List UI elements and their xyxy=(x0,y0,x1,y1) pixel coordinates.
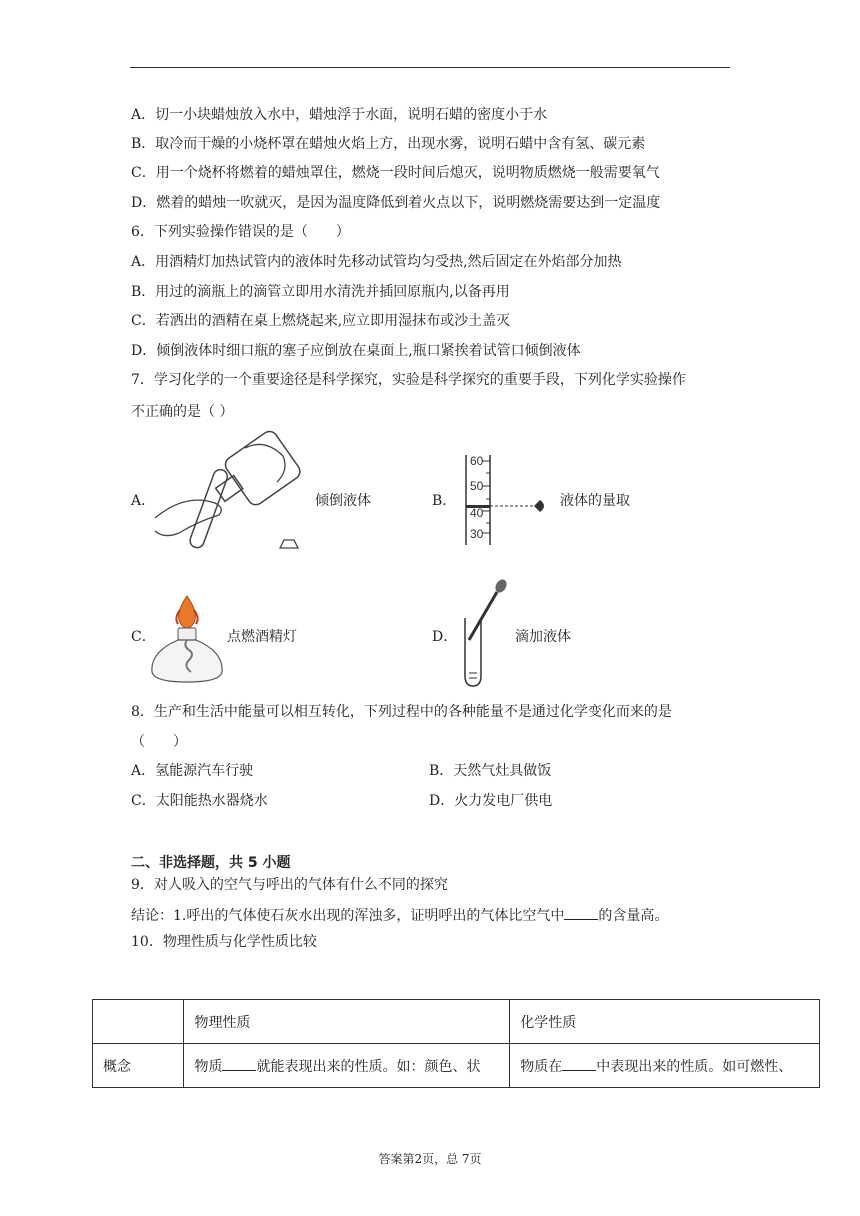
q8-option-a: A．氢能源汽车行驶 xyxy=(131,763,254,779)
q6-option-b: B．用过的滴瓶上的滴管立即用水清洗并插回原瓶内,以备再用 xyxy=(131,284,510,300)
answer-blank xyxy=(562,1056,596,1071)
q7-stem-line1: 7．学习化学的一个重要途径是科学探究，实验是科学探究的重要手段，下列化学实验操作 xyxy=(131,372,686,388)
q7-stem-line2: 不正确的是（ ） xyxy=(131,404,234,420)
q5-option-c: C．用一个烧杯将燃着的蜡烛罩住，燃烧一段时间后熄灭，说明物质燃烧一般需要氧气 xyxy=(131,165,660,181)
q7-option-b-caption: 液体的量取 xyxy=(560,493,630,509)
physical-after: 就能表现出来的性质。如：颜色、状 xyxy=(256,1058,481,1075)
table-cell-physical xyxy=(184,1044,510,1088)
q7-option-c-caption: 点燃酒精灯 xyxy=(227,629,297,645)
chemical-before: 物质在 xyxy=(520,1058,563,1075)
cylinder-tick-30: 30 xyxy=(470,527,484,541)
graduated-cylinder-figure xyxy=(460,453,560,548)
q8-option-c: C．太阳能热水器烧水 xyxy=(131,793,268,809)
q5-option-d: D．燃着的蜡烛一吹就灭，是因为温度降低到着火点以下，说明燃烧需要达到一定温度 xyxy=(131,195,661,211)
q6-option-a: A．用酒精灯加热试管内的液体时先移动试管均匀受热,然后固定在外焰部分加热 xyxy=(131,254,622,270)
q8-option-b: B．天然气灶具做饭 xyxy=(429,763,552,779)
section-title: 二、非选择题，共 5 小题 xyxy=(131,855,291,871)
q9-conclusion-after: 的含量高。 xyxy=(598,908,669,924)
page-footer: 答案第2页，总 7页 xyxy=(378,1152,482,1166)
q5-option-b: B．取冷而干燥的小烧杯罩在蜡烛火焰上方，出现水雾，说明石蜡中含有氢、碳元素 xyxy=(131,136,646,152)
q9-stem: 9．对人吸入的空气与呼出的气体有什么不同的探究 xyxy=(131,877,448,893)
q6-option-d: D．倾倒液体时细口瓶的塞子应倒放在桌面上,瓶口紧挨着试管口倾倒液体 xyxy=(131,343,581,359)
q7-option-a-caption: 倾倒液体 xyxy=(315,493,371,509)
q10-stem: 10．物理性质与化学性质比较 xyxy=(131,934,317,950)
q5-option-a: A．切一小块蜡烛放入水中，蜡烛浮于水面，说明石蜡的密度小于水 xyxy=(131,107,548,123)
table-header-cell: 化学性质 xyxy=(510,1000,820,1044)
q8-option-d: D．火力发电厂供电 xyxy=(429,793,553,809)
chemical-after: 中表现出来的性质。如可燃性、 xyxy=(596,1058,793,1075)
q7-option-a-letter: A． xyxy=(131,493,156,509)
header-rule xyxy=(130,67,730,68)
q7-option-b-letter: B． xyxy=(432,493,457,509)
q8-stem-line2: （ ） xyxy=(131,734,187,750)
physical-before: 物质 xyxy=(194,1058,223,1075)
table-header-cell: 物理性质 xyxy=(184,1000,510,1044)
q7-option-d-caption: 滴加液体 xyxy=(515,629,571,645)
cylinder-tick-60: 60 xyxy=(470,454,484,468)
property-comparison-table xyxy=(92,999,820,1088)
table-row xyxy=(93,1044,820,1088)
q9-conclusion xyxy=(131,905,668,926)
table-row-label: 概念 xyxy=(93,1044,184,1088)
q8-stem-line1: 8．生产和生活中能量可以相互转化，下列过程中的各种能量不是通过化学变化而来的是 xyxy=(131,704,672,720)
dropper-figure xyxy=(455,578,515,690)
table-header-row xyxy=(93,1000,820,1044)
pouring-liquid-figure xyxy=(150,428,310,563)
cylinder-tick-40: 40 xyxy=(470,506,484,520)
q6-option-c: C．若洒出的酒精在桌上燃烧起来,应立即用湿抹布或沙土盖灭 xyxy=(131,313,511,329)
q7-option-d-letter: D． xyxy=(432,629,458,645)
q9-conclusion-before: 结论：1.呼出的气体使石灰水出现的浑浊多，证明呼出的气体比空气中 xyxy=(131,908,565,924)
cylinder-tick-50: 50 xyxy=(470,479,484,493)
q7-option-c-letter: C． xyxy=(131,629,156,645)
table-header-cell xyxy=(93,1000,184,1044)
table-cell-chemical xyxy=(510,1044,820,1088)
answer-blank xyxy=(564,905,598,920)
answer-blank xyxy=(222,1056,256,1071)
q6-stem: 6．下列实验操作错误的是（ ） xyxy=(131,224,350,240)
alcohol-lamp-figure xyxy=(150,592,225,687)
